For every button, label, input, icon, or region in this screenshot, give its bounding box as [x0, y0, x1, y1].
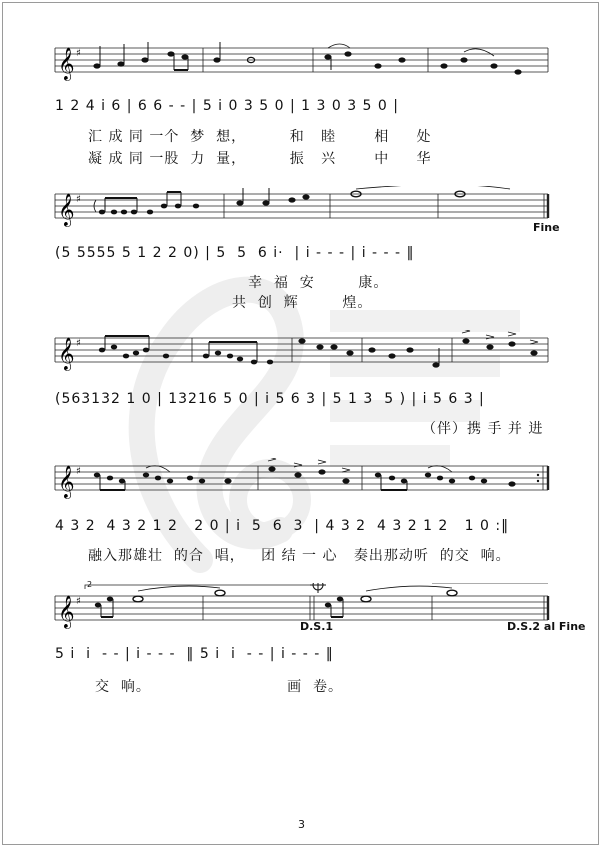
fine-marking: Fine: [533, 221, 560, 234]
lyrics-line-5: 交 响。 画 卷。: [95, 679, 344, 695]
svg-text:𝄞: 𝄞: [58, 193, 75, 226]
svg-text:♯: ♯: [76, 48, 81, 59]
staff-system-3: [0, 330, 603, 375]
svg-text:♯: ♯: [76, 596, 81, 607]
svg-text:𝄞: 𝄞: [58, 465, 75, 498]
svg-text:𝄞: 𝄞: [58, 595, 75, 628]
lyrics-line-4: 融入那雄壮 的合 唱， 团 结 一 心 奏出那动听 的交 响。: [88, 548, 511, 564]
staff-system-4: [0, 458, 603, 503]
lyrics-line-2b: 共 创 辉 煌。: [232, 295, 373, 311]
accompaniment-note: （伴）携 手 并 进: [422, 421, 544, 437]
volta-number: 2: [87, 580, 93, 589]
ds1-marking: D.S.1: [300, 620, 334, 633]
lyrics-line-1b: 凝 成 同 一股 力 量， 振 兴 中 华: [88, 151, 432, 167]
ds2-al-fine-marking: D.S.2 al Fine: [507, 620, 586, 633]
jianpu-line-4: 4 3 2 4 3 2 1 2 2 0 | i 5 6 3 | 4 3 2 4 3 2 1 2 1 0 :‖: [55, 518, 510, 534]
jianpu-line-2: (5 5555 5 1 2 2 0) | 5 5 6 i· | i - - - | i - - - ‖: [55, 245, 415, 261]
svg-text:𝄞: 𝄞: [58, 47, 75, 80]
coda-icon: [310, 583, 326, 593]
svg-text:𝄞: 𝄞: [58, 337, 75, 370]
svg-text:♯: ♯: [76, 466, 81, 477]
jianpu-line-1: 1 2 4 i 6 | 6 6 - - | 5 i 0 3 5 0 | 1 3 0 3 5 0 |: [55, 98, 399, 114]
svg-text:♯: ♯: [76, 338, 81, 349]
lyrics-line-2a: 幸 福 安 康。: [248, 275, 389, 291]
staff-system-1: [0, 40, 603, 85]
staff-system-2: [0, 186, 603, 231]
jianpu-line-5: 5 i i - - | i - - - ‖ 5 i i - - | i - - - ‖: [55, 646, 334, 662]
jianpu-line-3: (563132 1 0 | 13216 5 0 | i 5 6 3 | 5 1 3 5 ) | i 5 6 3 |: [55, 391, 485, 407]
svg-text:♯: ♯: [76, 194, 81, 205]
lyrics-line-1a: 汇 成 同 一个 梦 想， 和 睦 相 处: [88, 129, 432, 145]
page-number: 3: [298, 818, 305, 831]
